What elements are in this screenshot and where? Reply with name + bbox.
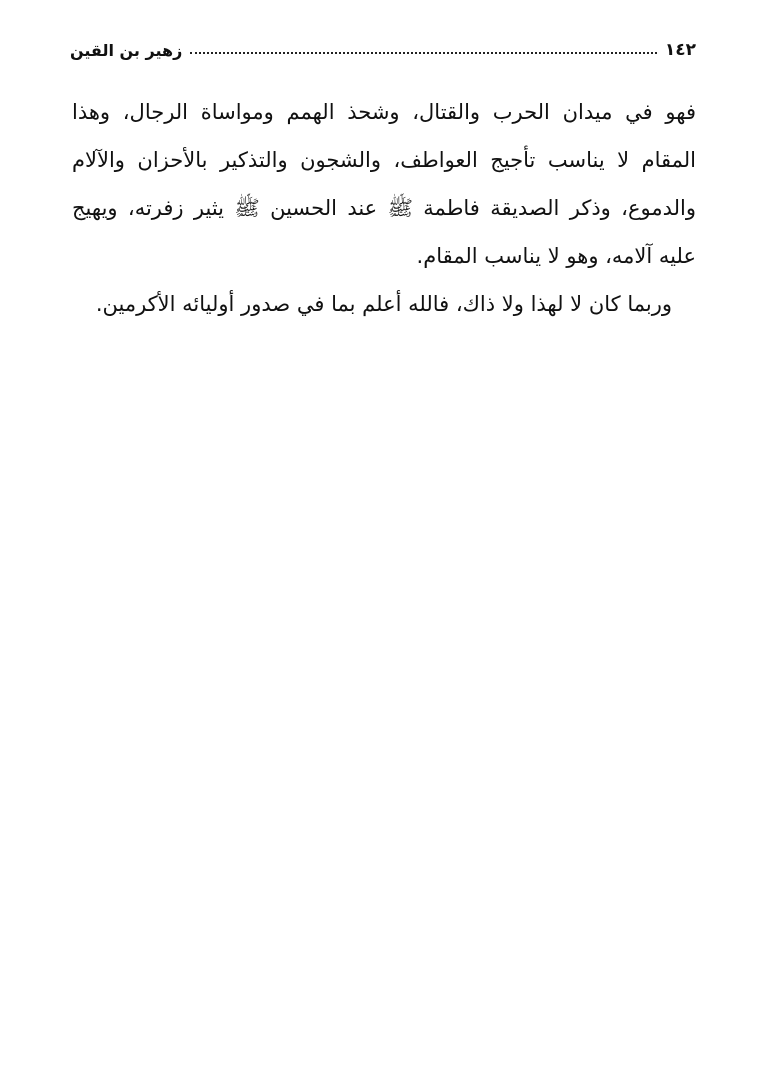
paragraph-2: وربما كان لا لهذا ولا ذاك، فالله أعلم بما في صدور أوليائه الأكرمين. <box>95 292 672 316</box>
paragraph-1: فهو في ميدان الحرب والقتال، وشحذ الهمم ومواساة الرجال، وهذا المقام لا يناسب تأجيج العواطف، والشجون والتذكير بالأحزان والآلام والدموع، وذكر الصديقة فاطمة ﷺ عند الحسين ﷺ يثير زفرته، ويهيج عليه آلامه، وهو لا يناسب المقام. <box>72 100 696 268</box>
page-header <box>70 30 696 60</box>
dotted-leader <box>190 52 657 54</box>
page-number: ١٤٢ <box>664 40 696 60</box>
running-title: زهير بن القين <box>70 41 183 60</box>
body-text <box>72 88 696 328</box>
